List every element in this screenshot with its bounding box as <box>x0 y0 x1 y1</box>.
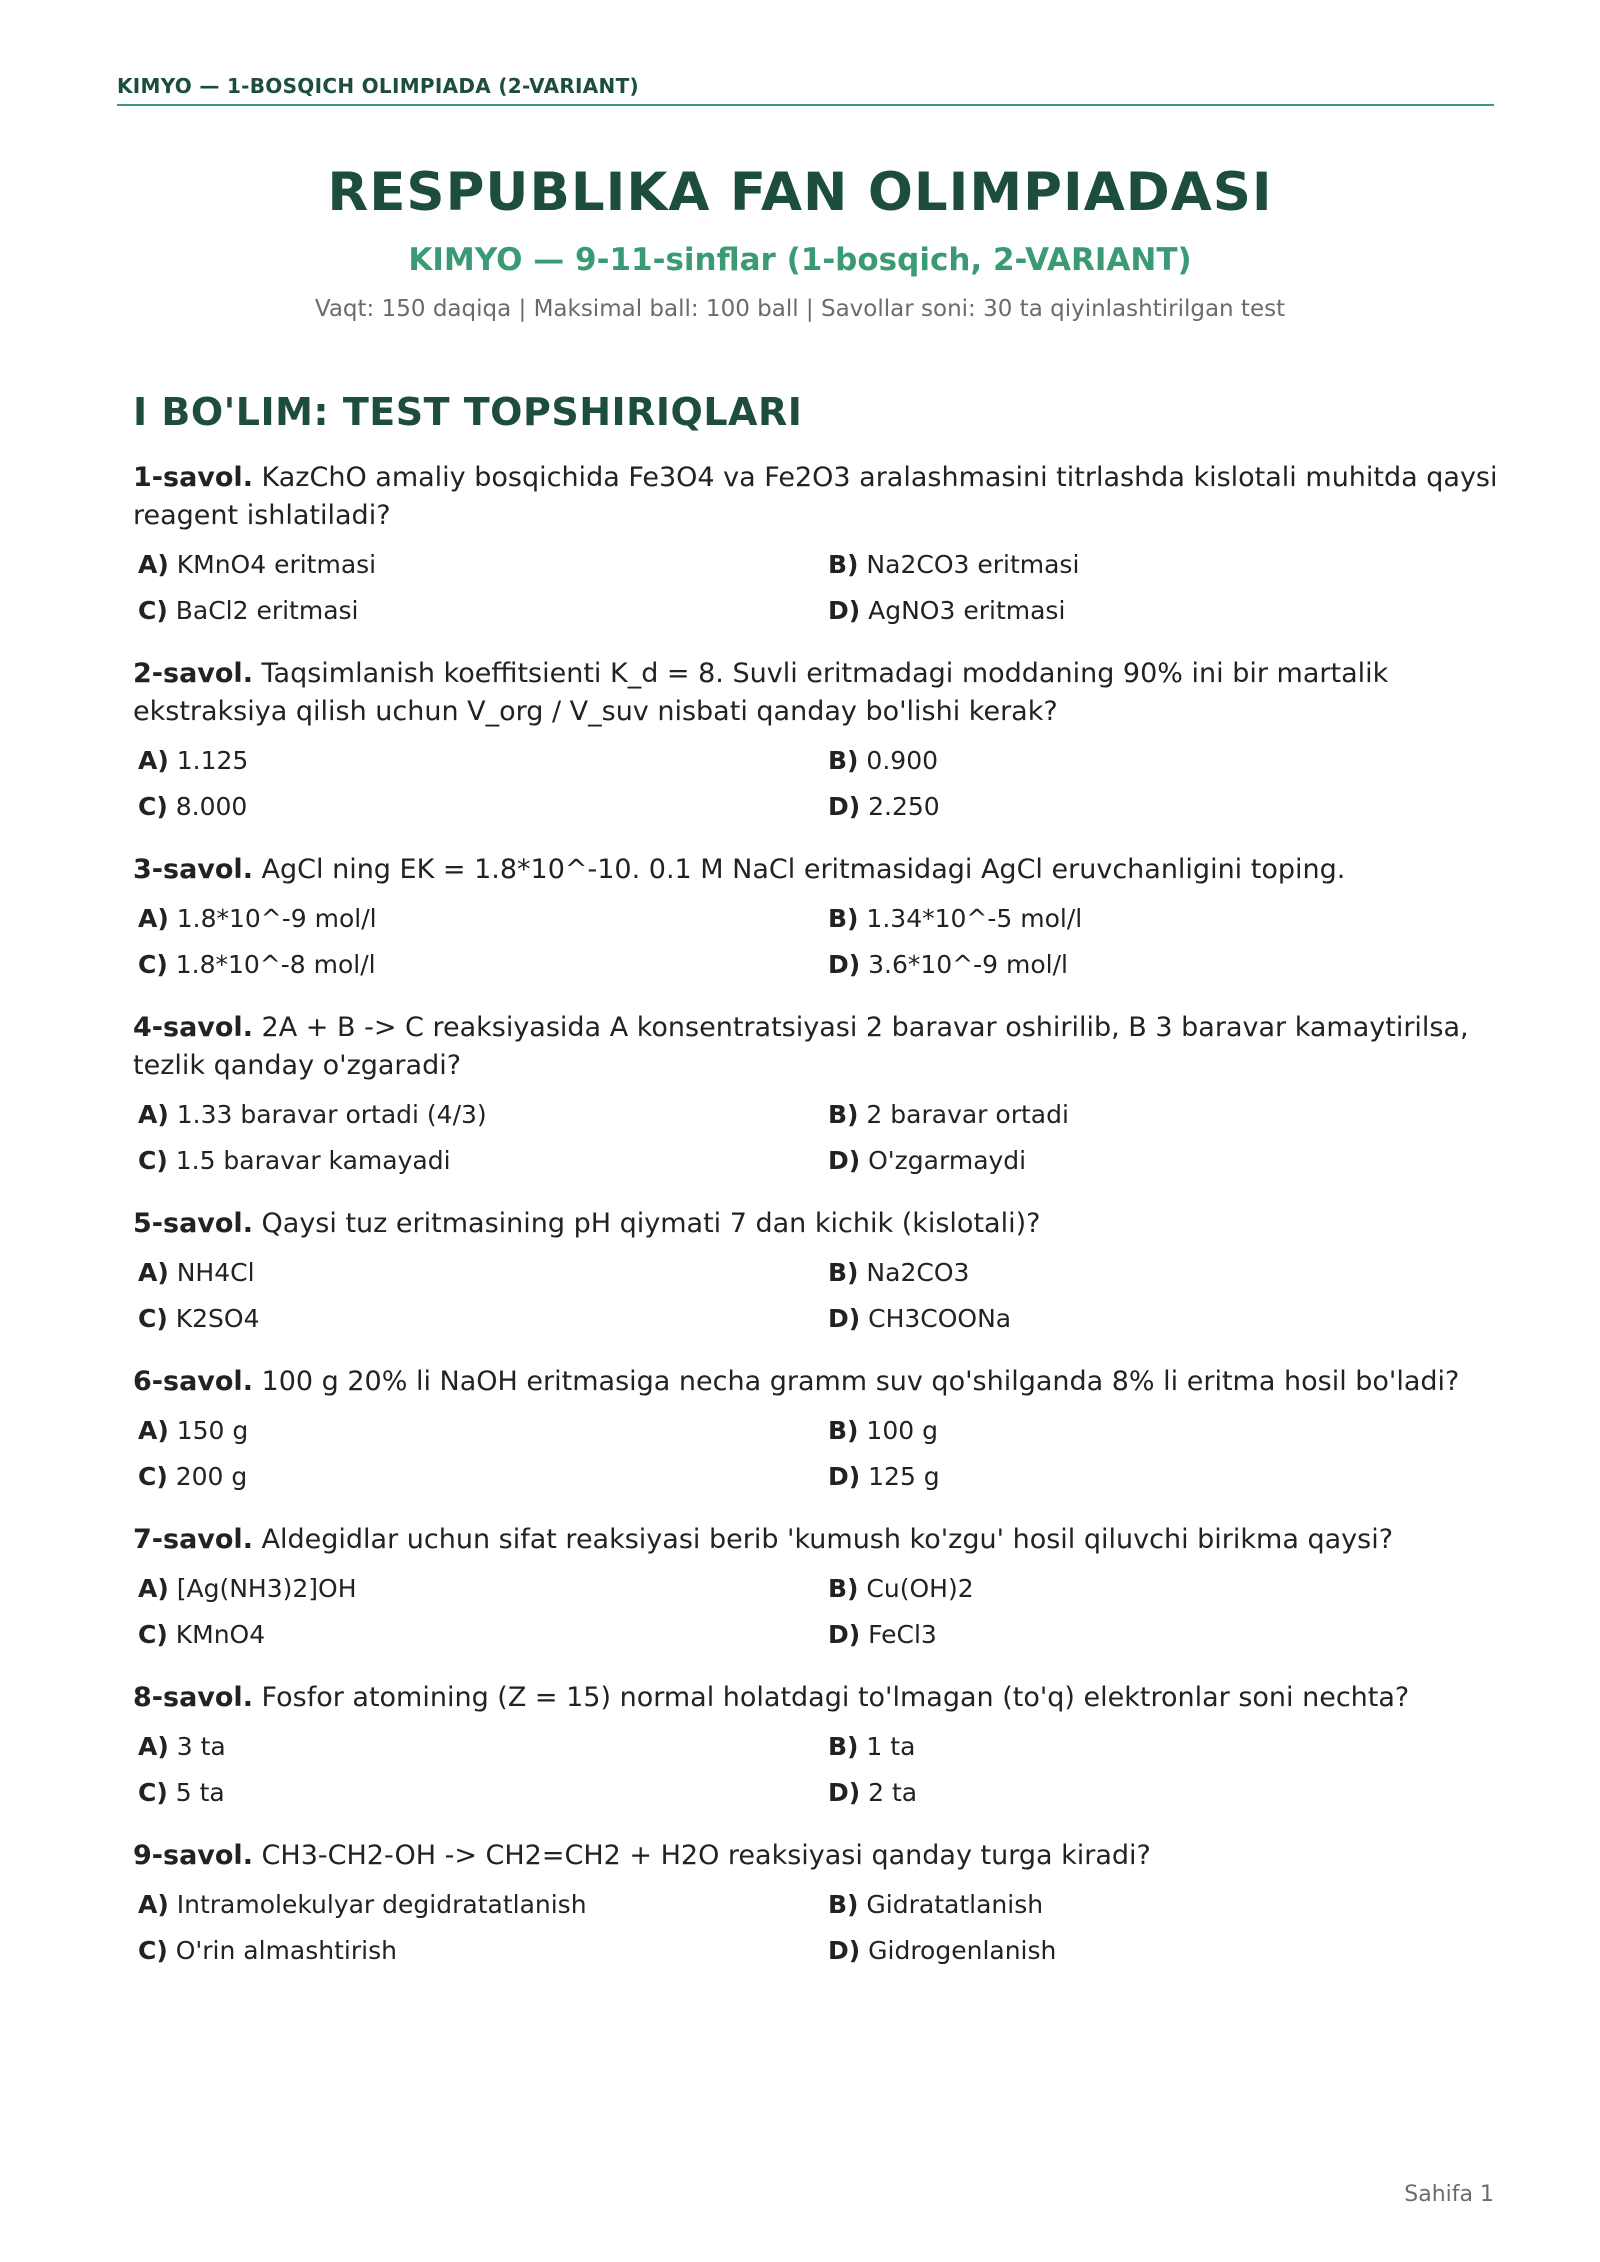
option-text: 3.6*10^-9 mol/l <box>860 950 1068 979</box>
option-letter: D) <box>828 950 861 979</box>
question-item <box>133 1521 1503 1654</box>
option-text: 1.8*10^-9 mol/l <box>168 904 377 933</box>
answer-option <box>133 1300 823 1338</box>
page-title: RESPUBLIKA FAN OLIMPIADASI <box>327 162 1273 223</box>
option-text: O'rin almashtirish <box>167 1936 397 1965</box>
answer-options <box>133 1886 1503 1970</box>
option-text: 1.8*10^-8 mol/l <box>167 950 376 979</box>
question-number: 1-savol. <box>133 462 253 493</box>
option-letter: A) <box>138 1574 169 1603</box>
question-item <box>133 655 1503 826</box>
answer-option <box>823 1142 1503 1180</box>
option-text: BaCl2 eritmasi <box>167 596 359 625</box>
question-item <box>133 1679 1503 1812</box>
question-number: 9-savol. <box>133 1840 253 1871</box>
option-text: Gidratatlanish <box>858 1890 1044 1919</box>
option-letter: A) <box>138 1732 169 1761</box>
option-text: Intramolekulyar degidratatlanish <box>168 1890 587 1919</box>
option-text: 2 baravar ortadi <box>858 1100 1069 1129</box>
answer-option <box>823 1570 1503 1608</box>
option-letter: D) <box>828 1146 861 1175</box>
option-text: 8.000 <box>167 792 248 821</box>
option-text: FeCl3 <box>860 1620 937 1649</box>
option-text: CH3COONa <box>860 1304 1012 1333</box>
question-item <box>133 1009 1503 1180</box>
question-text <box>133 655 1503 731</box>
answer-option <box>133 788 823 826</box>
option-letter: D) <box>828 1620 861 1649</box>
option-text: 5 ta <box>167 1778 225 1807</box>
answer-option <box>823 900 1503 938</box>
question-number: 7-savol. <box>133 1524 253 1555</box>
option-text: KMnO4 eritmasi <box>168 550 377 579</box>
answer-option <box>823 1412 1503 1450</box>
answer-option <box>133 1616 823 1654</box>
option-text: 150 g <box>168 1416 249 1445</box>
option-letter: B) <box>828 1416 859 1445</box>
option-text: NH4Cl <box>168 1258 255 1287</box>
answer-option <box>823 592 1503 630</box>
answer-option <box>133 1728 823 1766</box>
question-body: Qaysi tuz eritmasining pH qiymati 7 dan kichik (kislotali)? <box>252 1208 1041 1239</box>
answer-option <box>133 1142 823 1180</box>
answer-option <box>823 1616 1503 1654</box>
answer-option <box>133 1886 823 1924</box>
option-text: 1.5 baravar kamayadi <box>167 1146 451 1175</box>
answer-option <box>133 1254 823 1292</box>
option-letter: B) <box>828 1732 859 1761</box>
option-text: O'zgarmaydi <box>860 1146 1027 1175</box>
question-body: 2A + B -> C reaksiyasida A konsentratsiyasi 2 baravar oshirilib, B 3 baravar kamaytirilsa, tezlik qanday o'zgaradi? <box>133 1012 1469 1081</box>
question-item <box>133 1205 1503 1338</box>
option-text: 3 ta <box>168 1732 226 1761</box>
question-text <box>133 851 1503 889</box>
question-body: Aldegidlar uchun sifat reaksiyasi berib 'kumush ko'zgu' hosil qiluvchi birikma qaysi? <box>252 1524 1394 1555</box>
answer-options <box>133 1570 1503 1654</box>
option-text: 1.33 baravar ortadi (4/3) <box>168 1100 487 1129</box>
option-letter: B) <box>828 1258 859 1287</box>
option-text: 1.34*10^-5 mol/l <box>858 904 1083 933</box>
option-letter: D) <box>828 792 861 821</box>
option-text: K2SO4 <box>167 1304 260 1333</box>
option-text: 1.125 <box>168 746 249 775</box>
option-letter: B) <box>828 904 859 933</box>
question-number: 6-savol. <box>133 1366 253 1397</box>
question-text <box>133 459 1503 535</box>
answer-option <box>823 1254 1503 1292</box>
option-text: Na2CO3 eritmasi <box>858 550 1080 579</box>
answer-option <box>823 546 1503 584</box>
question-number: 3-savol. <box>133 854 253 885</box>
option-text: KMnO4 <box>167 1620 266 1649</box>
question-text <box>133 1837 1503 1875</box>
question-body: CH3-CH2-OH -> CH2=CH2 + H2O reaksiyasi qanday turga kiradi? <box>252 1840 1151 1871</box>
answer-option <box>823 1932 1503 1970</box>
answer-option <box>823 788 1503 826</box>
question-number: 2-savol. <box>133 658 253 689</box>
page-number: Sahifa 1 <box>1404 2182 1494 2207</box>
question-list <box>133 459 1503 1970</box>
answer-options <box>133 1254 1503 1338</box>
option-text: Na2CO3 <box>858 1258 970 1287</box>
answer-option <box>823 946 1503 984</box>
answer-options <box>133 1412 1503 1496</box>
question-text <box>133 1009 1503 1085</box>
answer-options <box>133 1096 1503 1180</box>
option-letter: A) <box>138 1890 169 1919</box>
option-text: 2.250 <box>860 792 940 821</box>
option-text: 1 ta <box>858 1732 916 1761</box>
option-letter: C) <box>138 950 168 979</box>
running-header: KIMYO — 1-BOSQICH OLIMPIADA (2-VARIANT) <box>117 74 1494 106</box>
question-body: 100 g 20% li NaOH eritmasiga necha gramm suv qo'shilganda 8% li eritma hosil bo'ladi? <box>252 1366 1460 1397</box>
option-letter: C) <box>138 1304 168 1333</box>
answer-option <box>133 1774 823 1812</box>
option-letter: A) <box>138 1416 169 1445</box>
answer-option <box>133 1570 823 1608</box>
question-body: AgCl ning EK = 1.8*10^-10. 0.1 M NaCl eritmasidagi AgCl eruvchanligini toping. <box>252 854 1346 885</box>
option-text: [Ag(NH3)2]OH <box>168 1574 357 1603</box>
option-letter: B) <box>828 1574 859 1603</box>
option-text: AgNO3 eritmasi <box>860 596 1066 625</box>
option-text: 125 g <box>860 1462 940 1491</box>
option-letter: C) <box>138 792 168 821</box>
option-letter: B) <box>828 746 859 775</box>
section-title: I BO'LIM: TEST TOPSHIRIQLARI <box>133 390 803 434</box>
option-letter: A) <box>138 1100 169 1129</box>
answer-option <box>133 1412 823 1450</box>
answer-options <box>133 742 1503 826</box>
question-number: 4-savol. <box>133 1012 253 1043</box>
test-section <box>133 385 1503 1995</box>
option-letter: D) <box>828 1462 861 1491</box>
question-item <box>133 1363 1503 1496</box>
answer-option <box>133 946 823 984</box>
option-letter: D) <box>828 1778 861 1807</box>
option-text: 0.900 <box>858 746 939 775</box>
answer-option <box>823 1728 1503 1766</box>
answer-option <box>133 546 823 584</box>
option-text: Gidrogenlanish <box>860 1936 1057 1965</box>
option-letter: C) <box>138 1936 168 1965</box>
option-letter: B) <box>828 1890 859 1919</box>
question-item <box>133 851 1503 984</box>
answer-option <box>823 1300 1503 1338</box>
answer-option <box>823 1096 1503 1134</box>
question-text <box>133 1205 1503 1243</box>
answer-option <box>133 742 823 780</box>
title-block <box>0 158 1600 326</box>
answer-options <box>133 546 1503 630</box>
option-letter: C) <box>138 1778 168 1807</box>
answer-option <box>823 1886 1503 1924</box>
question-item <box>133 1837 1503 1970</box>
answer-options <box>133 900 1503 984</box>
option-letter: D) <box>828 1936 861 1965</box>
question-text <box>133 1363 1503 1401</box>
option-text: Cu(OH)2 <box>858 1574 974 1603</box>
option-letter: C) <box>138 1620 168 1649</box>
option-letter: C) <box>138 596 168 625</box>
answer-option <box>133 592 823 630</box>
option-letter: D) <box>828 1304 861 1333</box>
answer-option <box>133 1932 823 1970</box>
option-text: 200 g <box>167 1462 248 1491</box>
question-body: KazChO amaliy bosqichida Fe3O4 va Fe2O3 aralashmasini titrlashda kislotali muhitda qaysi reagent ishlatiladi? <box>133 462 1498 531</box>
option-text: 2 ta <box>860 1778 918 1807</box>
option-letter: C) <box>138 1146 168 1175</box>
exam-meta: Vaqt: 150 daqiqa | Maksimal ball: 100 ball | Savollar soni: 30 ta qiyinlashtirilgan test <box>314 296 1286 322</box>
option-letter: A) <box>138 904 169 933</box>
question-text <box>133 1679 1503 1717</box>
answer-option <box>133 1096 823 1134</box>
option-letter: A) <box>138 746 169 775</box>
option-text: 100 g <box>858 1416 938 1445</box>
answer-option <box>823 1458 1503 1496</box>
question-body: Taqsimlanish koeffitsienti K_d = 8. Suvli eritmadagi moddaning 90% ini bir martalik ekstraksiya qilish uchun V_org / V_suv nisbati qanday bo'lishi kerak? <box>133 658 1389 727</box>
answer-option <box>823 1774 1503 1812</box>
page-subtitle: KIMYO — 9-11-sinflar (1-bosqich, 2-VARIANT) <box>408 242 1192 278</box>
question-body: Fosfor atomining (Z = 15) normal holatdagi to'lmagan (to'q) elektronlar soni nechta? <box>252 1682 1410 1713</box>
option-letter: C) <box>138 1462 168 1491</box>
answer-option <box>823 742 1503 780</box>
question-text <box>133 1521 1503 1559</box>
question-number: 8-savol. <box>133 1682 253 1713</box>
option-letter: A) <box>138 1258 169 1287</box>
option-letter: D) <box>828 596 861 625</box>
answer-option <box>133 1458 823 1496</box>
option-letter: B) <box>828 550 859 579</box>
question-item <box>133 459 1503 630</box>
option-letter: B) <box>828 1100 859 1129</box>
option-letter: A) <box>138 550 169 579</box>
answer-options <box>133 1728 1503 1812</box>
question-number: 5-savol. <box>133 1208 253 1239</box>
answer-option <box>133 900 823 938</box>
